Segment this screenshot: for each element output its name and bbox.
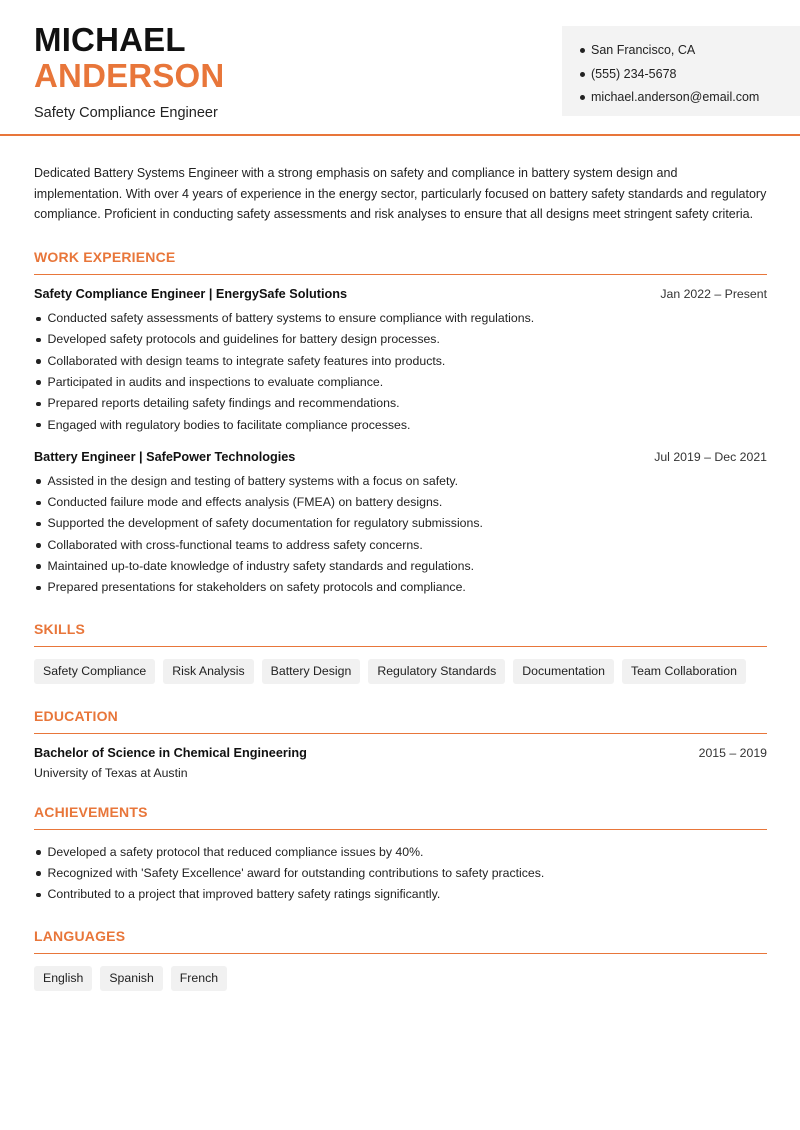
list-item — [34, 556, 767, 577]
bullet-icon — [36, 850, 41, 855]
list-item — [34, 513, 767, 534]
list-item-text: Recognized with 'Safety Excellence' award for outstanding contributions to safety practices. — [47, 865, 545, 880]
list-item — [34, 842, 767, 863]
list-item-text: Participated in audits and inspections to evaluate compliance. — [47, 375, 384, 389]
resume-body — [34, 163, 767, 991]
skill-chip: Documentation — [513, 659, 614, 684]
section-title-languages: LANGUAGES — [34, 928, 767, 954]
list-item — [34, 372, 767, 393]
list-item-text: Conducted failure mode and effects analysis (FMEA) on battery designs. — [47, 495, 443, 510]
bullet-icon — [36, 501, 41, 506]
job-role: Battery Engineer | SafePower Technologies — [34, 449, 296, 464]
bullet-icon — [36, 871, 41, 876]
language-chip: French — [171, 966, 227, 991]
list-item-text: Collaborated with cross-functional teams to address safety concerns. — [47, 537, 423, 552]
list-item — [34, 308, 767, 329]
job-dates: Jan 2022 – Present — [660, 287, 767, 302]
last-name: ANDERSON — [34, 57, 225, 94]
job-header — [34, 287, 767, 301]
bullet-icon — [580, 48, 585, 53]
list-item — [34, 577, 767, 598]
section-title-education: EDUCATION — [34, 708, 767, 734]
list-item-text: Prepared presentations for stakeholders on safety protocols and compliance. — [47, 580, 466, 595]
bullet-icon — [36, 338, 41, 343]
contact-location-text: San Francisco, CA — [591, 43, 696, 57]
name-block — [34, 22, 224, 121]
job-title: Safety Compliance Engineer — [34, 105, 218, 121]
bullet-icon — [36, 543, 41, 548]
skill-chip: Risk Analysis — [163, 659, 253, 684]
list-item-text: Assisted in the design and testing of battery systems with a focus on safety. — [47, 473, 459, 488]
bullet-icon — [36, 564, 41, 569]
contact-email[interactable] — [580, 86, 800, 110]
language-chip: Spanish — [100, 966, 162, 991]
list-item-text: Developed safety protocols and guidelines for battery design processes. — [47, 332, 440, 347]
education-school: University of Texas at Austin — [34, 765, 188, 780]
skill-chip: Safety Compliance — [34, 659, 155, 684]
list-item — [34, 535, 767, 556]
bullet-icon — [36, 380, 41, 385]
education-dates: 2015 – 2019 — [698, 745, 767, 760]
language-chip: English — [34, 966, 92, 991]
contact-phone — [580, 63, 800, 87]
education-entry — [34, 746, 767, 780]
skill-chip: Regulatory Standards — [368, 659, 505, 684]
list-item-text: Conducted safety assessments of battery systems to ensure compliance with regulations. — [47, 311, 535, 326]
list-item — [34, 329, 767, 350]
achievements-list — [34, 842, 767, 906]
bullet-icon — [36, 359, 41, 364]
contact-box — [562, 26, 800, 116]
list-item — [34, 393, 767, 414]
contact-phone-text: (555) 234-5678 — [591, 66, 677, 81]
bullet-icon — [36, 402, 41, 407]
list-item-text: Supported the development of safety documentation for regulatory submissions. — [47, 516, 483, 531]
list-item — [34, 351, 767, 372]
list-item — [34, 471, 767, 492]
list-item-text: Engaged with regulatory bodies to facilitate compliance processes. — [47, 417, 411, 432]
skill-chip: Team Collaboration — [622, 659, 746, 684]
languages-chips — [34, 966, 767, 991]
list-item-text: Contributed to a project that improved battery safety ratings significantly. — [47, 887, 441, 902]
list-item-text: Maintained up-to-date knowledge of industry safety standards and regulations. — [47, 559, 475, 574]
bullet-icon — [36, 522, 41, 527]
skills-chips — [34, 659, 767, 684]
job-dates: Jul 2019 – Dec 2021 — [654, 449, 767, 464]
job-entry — [34, 287, 767, 436]
bullet-icon — [36, 893, 41, 898]
job-entry — [34, 450, 767, 599]
bullet-icon — [36, 479, 41, 484]
first-name: MICHAEL — [34, 21, 186, 58]
section-title-work: WORK EXPERIENCE — [34, 249, 767, 275]
bullet-icon — [36, 423, 41, 428]
list-item-text: Collaborated with design teams to integrate safety features into products. — [47, 353, 446, 368]
job-bullets — [34, 308, 767, 436]
job-role: Safety Compliance Engineer | EnergySafe Solutions — [34, 287, 348, 302]
list-item — [34, 863, 767, 884]
summary: Dedicated Battery Systems Engineer with a strong emphasis on safety and compliance in battery system design and implementation. With over 4 years of experience in the energy sector, particularly focused on battery safety standards and regulatory compliance. Proficient in conducting safety assessments and risk analyses to ensure that all designs meet stringent safety criteria. — [34, 166, 767, 222]
section-title-achievements: ACHIEVEMENTS — [34, 804, 767, 830]
resume-header — [0, 0, 800, 136]
section-title-skills: SKILLS — [34, 621, 767, 647]
list-item-text: Developed a safety protocol that reduced compliance issues by 40%. — [47, 844, 424, 859]
contact-email-text[interactable]: michael.anderson@email.com — [591, 90, 760, 104]
job-header — [34, 450, 767, 464]
list-item-text: Prepared reports detailing safety findings and recommendations. — [47, 396, 400, 411]
education-degree: Bachelor of Science in Chemical Engineering — [34, 745, 307, 760]
bullet-icon — [36, 317, 41, 322]
bullet-icon — [580, 72, 585, 77]
skill-chip: Battery Design — [262, 659, 361, 684]
list-item — [34, 884, 767, 905]
education-header — [34, 746, 767, 760]
bullet-icon — [580, 95, 585, 100]
job-bullets — [34, 471, 767, 599]
contact-location — [580, 39, 800, 63]
list-item — [34, 492, 767, 513]
bullet-icon — [36, 586, 41, 591]
list-item — [34, 415, 767, 436]
